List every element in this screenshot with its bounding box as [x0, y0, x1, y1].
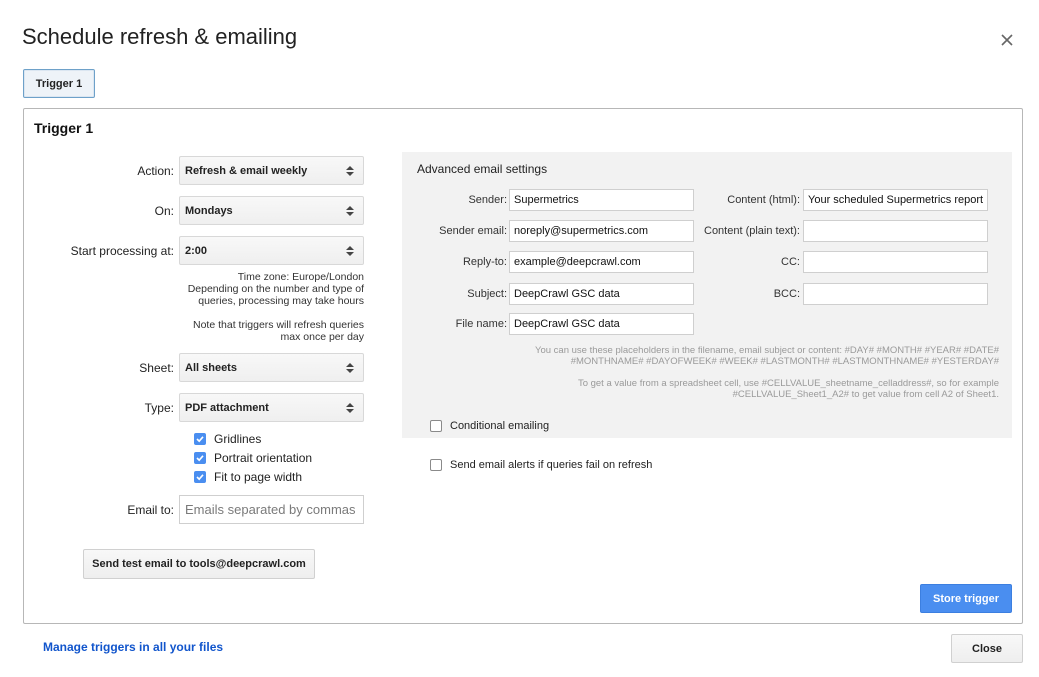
- close-button[interactable]: Close: [951, 634, 1023, 663]
- gridlines-option[interactable]: [194, 432, 261, 446]
- bcc-input[interactable]: [803, 283, 988, 305]
- fit-width-label: Fit to page width: [214, 470, 303, 484]
- content-plain-input[interactable]: [803, 220, 988, 242]
- type-value: PDF attachment: [185, 401, 269, 414]
- subject-input[interactable]: DeepCrawl GSC data: [509, 283, 694, 305]
- email-alerts-option[interactable]: [430, 459, 652, 471]
- on-label: On:: [154, 204, 174, 218]
- refresh-note: Note that triggers will refresh queries max once per day: [193, 319, 364, 343]
- on-value: Mondays: [185, 204, 233, 217]
- email-to-label: Email to:: [127, 503, 174, 517]
- updown-arrows-icon: [346, 245, 354, 257]
- gridlines-label: Gridlines: [214, 432, 262, 446]
- email-alerts-label: Send email alerts if queries fail on refresh: [450, 459, 653, 471]
- type-label: Type:: [144, 401, 174, 415]
- content-html-input[interactable]: Your scheduled Supermetrics report: [803, 189, 988, 211]
- checkbox-checked-icon[interactable]: [194, 452, 206, 464]
- updown-arrows-icon: [346, 402, 354, 414]
- cc-input[interactable]: [803, 251, 988, 273]
- start-select[interactable]: [179, 236, 364, 265]
- action-label: Action:: [137, 164, 174, 178]
- reply-to-label: Reply-to:: [462, 256, 507, 268]
- action-value: Refresh & email weekly: [185, 164, 308, 177]
- action-select[interactable]: [179, 156, 364, 185]
- file-name-label: File name:: [455, 318, 507, 330]
- sender-input[interactable]: Supermetrics: [509, 189, 694, 211]
- conditional-emailing-label: Conditional emailing: [450, 420, 550, 432]
- sender-email-label: Sender email:: [439, 225, 507, 237]
- file-name-input[interactable]: DeepCrawl GSC data: [509, 313, 694, 335]
- sheet-label: Sheet:: [139, 361, 174, 375]
- fit-width-option[interactable]: [194, 470, 302, 484]
- email-to-input[interactable]: [179, 495, 364, 524]
- start-label: Start processing at:: [70, 244, 174, 258]
- checkbox-unchecked-icon[interactable]: [430, 459, 442, 471]
- updown-arrows-icon: [346, 362, 354, 374]
- timezone-note: Time zone: Europe/London Depending on the number and type of queries, processing may take hours: [187, 271, 364, 307]
- sheet-select[interactable]: [179, 353, 364, 382]
- sender-email-input[interactable]: noreply@supermetrics.com: [509, 220, 694, 242]
- reply-to-input[interactable]: example@deepcrawl.com: [509, 251, 694, 273]
- conditional-emailing-option[interactable]: [430, 420, 549, 432]
- sender-label: Sender:: [468, 194, 507, 206]
- store-trigger-button[interactable]: Store trigger: [920, 584, 1012, 613]
- manage-triggers-link[interactable]: Manage triggers in all your files: [43, 640, 224, 654]
- placeholder-hint: You can use these placeholders in the filename, email subject or content: #DAY# #MONTH# #YEAR# #DATE# #MONTHNAME# #DAYOFWEEK# #WEEK# #LASTMONTH# #LASTMONTHNAME# #YESTERDAY#: [535, 345, 999, 367]
- start-value: 2:00: [185, 244, 208, 257]
- checkbox-checked-icon[interactable]: [194, 471, 206, 483]
- portrait-option[interactable]: [194, 451, 312, 465]
- panel-title: Trigger 1: [34, 120, 94, 136]
- portrait-label: Portrait orientation: [214, 451, 313, 465]
- on-select[interactable]: [179, 196, 364, 225]
- content-html-label: Content (html):: [727, 194, 800, 206]
- cellvalue-hint: To get a value from a spreadsheet cell, use #CELLVALUE_sheetname_celladdress#, so for example #CELLVALUE_Sheet1_A2# to get value from cell A2 of Sheet1.: [577, 378, 999, 400]
- advanced-title: Advanced email settings: [417, 162, 548, 176]
- tab-trigger-1[interactable]: Trigger 1: [23, 69, 95, 98]
- sheet-value: All sheets: [185, 361, 237, 374]
- updown-arrows-icon: [346, 165, 354, 177]
- bcc-label: BCC:: [773, 288, 800, 300]
- close-icon[interactable]: [997, 30, 1017, 50]
- dialog-title: Schedule refresh & emailing: [22, 24, 298, 49]
- checkbox-checked-icon[interactable]: [194, 433, 206, 445]
- checkbox-unchecked-icon[interactable]: [430, 420, 442, 432]
- cc-label: CC:: [781, 256, 800, 268]
- subject-label: Subject:: [467, 288, 507, 300]
- type-select[interactable]: [179, 393, 364, 422]
- updown-arrows-icon: [346, 205, 354, 217]
- content-plain-label: Content (plain text):: [704, 225, 800, 237]
- send-test-email-button[interactable]: Send test email to tools@deepcrawl.com: [83, 549, 315, 579]
